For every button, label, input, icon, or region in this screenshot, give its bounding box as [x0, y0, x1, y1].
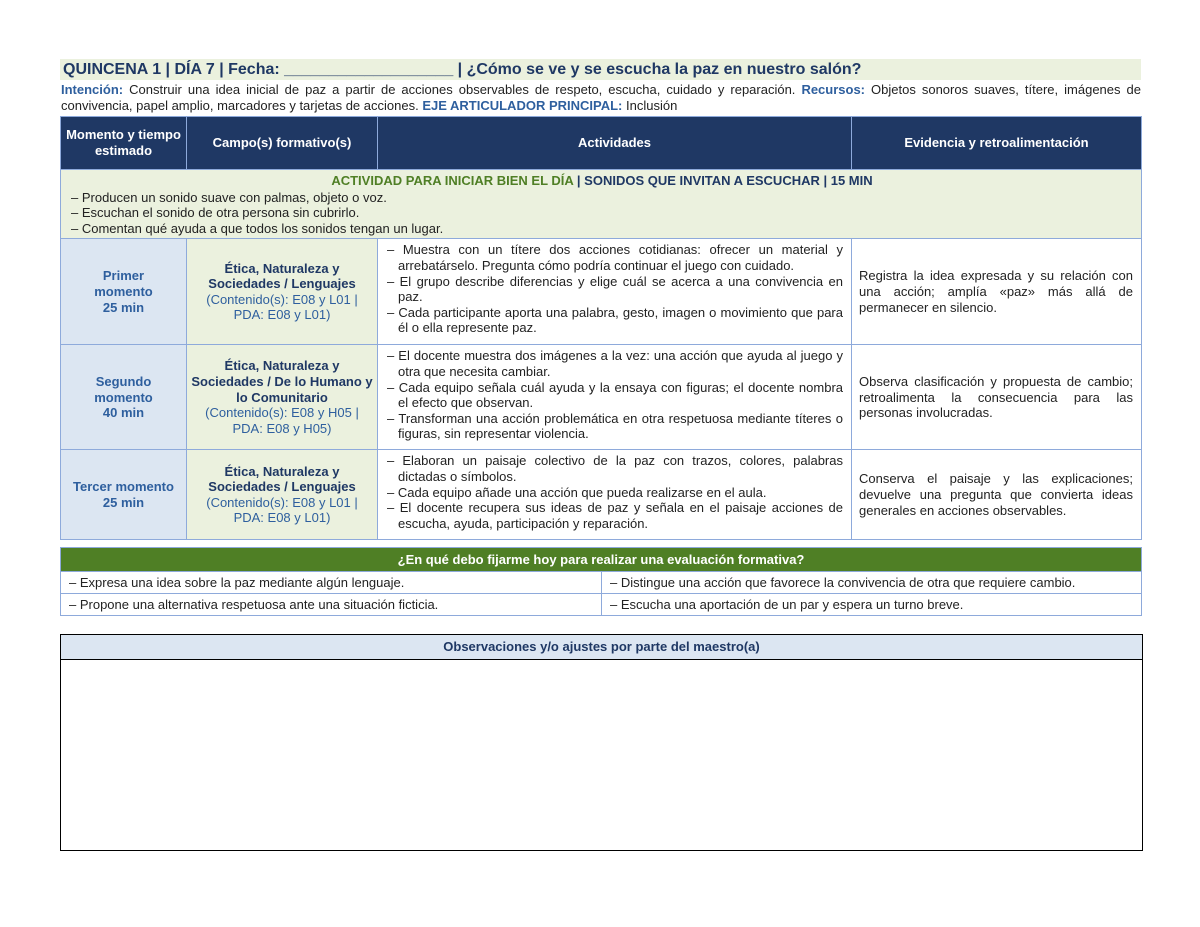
campo-name: Ética, Naturaleza y Sociedades / De lo Humano y lo Comunitario: [191, 358, 373, 405]
evaluation-item: – Propone una alternativa respetuosa ante una situación ficticia.: [61, 594, 602, 616]
opening-item: – Escuchan el sonido de otra persona sin cubrirlo.: [71, 205, 360, 221]
header-moment: Momento y tiempo estimado: [61, 117, 187, 170]
activity-item: – Elaboran un paisaje colectivo de la paz con trazos, colores, palabras dictadas o símbolos.: [387, 453, 843, 484]
activities-cell: [378, 450, 852, 540]
axis-text: Inclusión: [626, 98, 678, 113]
campo-contenido: (Contenido(s): E08 y H05 | PDA: E08 y H05): [205, 405, 359, 436]
evaluation-item: – Expresa una idea sobre la paz mediante algún lenguaje.: [61, 572, 602, 594]
table-row: [61, 594, 1142, 616]
opening-activity: [61, 170, 1142, 239]
opening-activity-title: [71, 173, 1133, 189]
resources-text: Objetos sonoros suaves, títere, imágenes de convivencia, papel amplio, marcadores y tarjetas de acciones.: [61, 82, 1141, 113]
campo-cell: [187, 239, 378, 345]
opening-item: – Comentan qué ayuda a que todos los sonidos tengan un lugar.: [71, 220, 444, 236]
resources-label: Recursos:: [801, 82, 866, 97]
evaluation-item: – Distingue una acción que favorece la convivencia de otra que requiere cambio.: [602, 572, 1142, 594]
observations-title: Observaciones y/o ajustes por parte del maestro(a): [61, 635, 1142, 660]
page-title: QUINCENA 1 | DÍA 7 | Fecha: ___________________ | ¿Cómo se ve y se escucha la paz en nuestro salón?: [60, 59, 1141, 80]
header-campo: Campo(s) formativo(s): [187, 117, 378, 170]
header-activities: Actividades: [378, 117, 852, 170]
moment-time: 25 min: [102, 299, 145, 315]
evidence-cell: Observa clasificación y propuesta de cambio; retroalimenta la consecuencia para las personas involucradas.: [852, 345, 1142, 450]
moment-cell: [61, 345, 187, 450]
campo-name: Ética, Naturaleza y Sociedades / Lenguajes: [208, 463, 356, 495]
observations-area[interactable]: [61, 660, 1142, 850]
activities-cell: [378, 239, 852, 345]
activity-item: – Cada participante aporta una palabra, gesto, imagen o movimiento que para él o ella represente paz.: [387, 304, 843, 336]
lesson-plan: [60, 59, 1141, 540]
activity-item: – Muestra con un títere dos acciones cotidianas: ofrecer un material y arrebatárselo. Pregunta cómo podría continuar el juego con cuidado.: [387, 242, 843, 273]
header-evidence: Evidencia y retroalimentación: [852, 117, 1142, 170]
evidence-cell: Conserva el paisaje y las explicaciones; devuelve una pregunta que convierta ideas generales en acciones observables.: [852, 450, 1142, 540]
opening-activity-title-main: ACTIVIDAD PARA INICIAR BIEN EL DÍA: [331, 173, 574, 188]
moment-name: Segundo momento: [94, 373, 153, 405]
intention-paragraph: [60, 80, 1141, 114]
activity-item: – Transforman una acción problemática en otra respetuosa mediante títeres o figuras, sin representar violencia.: [387, 410, 843, 442]
activities-table: [60, 116, 1142, 540]
activity-item: – El grupo describe diferencias y elige cuál se acerca a una convivencia en paz.: [387, 273, 843, 305]
activities-cell: [378, 345, 852, 450]
activity-item: – Cada equipo señala cuál ayuda y la ensaya con figuras; el docente nombra el efecto que observan.: [387, 379, 843, 411]
evaluation-title: ¿En qué debo fijarme hoy para realizar una evaluación formativa?: [61, 548, 1142, 572]
moment-cell: [61, 239, 187, 345]
moment-time: 25 min: [102, 494, 145, 510]
evaluation-item: – Escucha una aportación de un par y espera un turno breve.: [602, 594, 1142, 616]
table-row: [61, 450, 1142, 540]
axis-label: EJE ARTICULADOR PRINCIPAL:: [422, 98, 623, 113]
campo-contenido: (Contenido(s): E08 y L01 | PDA: E08 y L01): [206, 291, 358, 323]
evidence-cell: Registra la idea expresada y su relación con una acción; amplía «paz» más allá de permanecer en silencio.: [852, 239, 1142, 345]
opening-activity-title-rest: | SONIDOS QUE INVITAN A ESCUCHAR | 15 MIN: [573, 173, 873, 188]
moment-name: Primer momento: [94, 268, 153, 300]
intention-label: Intención:: [61, 82, 124, 97]
activity-item: – Cada equipo añade una acción que pueda realizarse en el aula.: [387, 484, 767, 500]
campo-cell: [187, 450, 378, 540]
campo-contenido: (Contenido(s): E08 y L01 | PDA: E08 y L01): [206, 494, 358, 526]
opening-item: – Producen un sonido suave con palmas, objeto o voz.: [71, 189, 387, 205]
activity-item: – El docente recupera sus ideas de paz y señala en el paisaje acciones de escucha, ayuda, participación y reparación.: [387, 500, 843, 531]
observations-box: [60, 634, 1143, 851]
campo-name: Ética, Naturaleza y Sociedades / Lenguajes: [208, 260, 356, 292]
evaluation-table: [60, 547, 1142, 616]
campo-cell: [187, 345, 378, 450]
table-row: [61, 239, 1142, 345]
table-row: [61, 345, 1142, 450]
moment-cell: [61, 450, 187, 540]
moment-time: 40 min: [102, 405, 145, 421]
moment-name: Tercer momento: [73, 479, 174, 495]
intention-text: Construir una idea inicial de paz a partir de acciones observables de respeto, escucha, cuidado y reparación.: [129, 82, 796, 97]
activity-item: – El docente muestra dos imágenes a la vez: una acción que ayuda al juego y otra que necesita cambiar.: [387, 348, 844, 379]
table-row: [61, 572, 1142, 594]
